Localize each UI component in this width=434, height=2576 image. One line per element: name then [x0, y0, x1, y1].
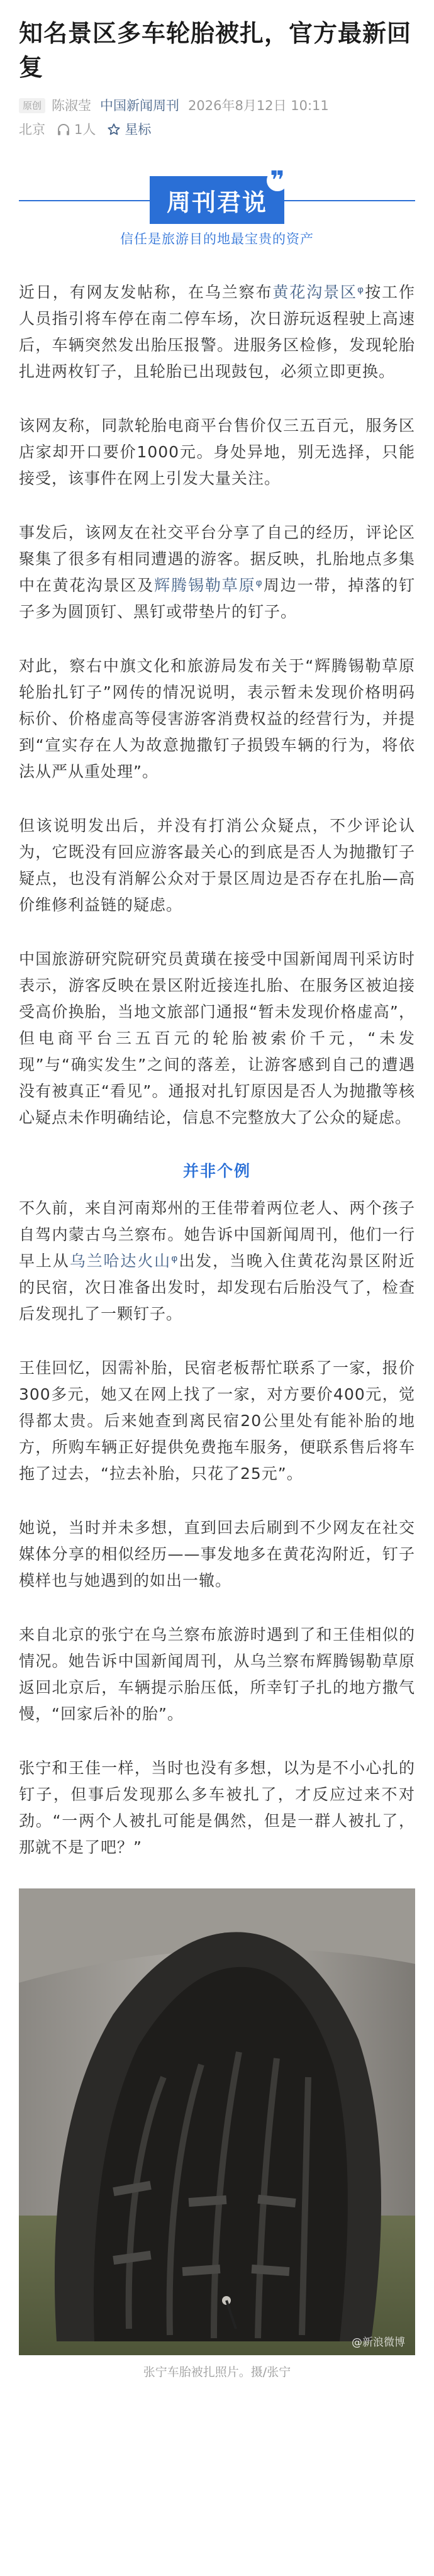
- column-banner-title: 周刊君说: [166, 188, 267, 216]
- article-header: [0, 0, 434, 140]
- tire-photo-illustration: [19, 1888, 415, 2355]
- star-button[interactable]: [107, 120, 151, 140]
- grassland-link[interactable]: 辉腾锡勒草原: [154, 576, 256, 594]
- paragraph-text: 出发，当晚入住黄花沟景区附近的民宿，次日准备出发时，却发现右后胎没气了，检查后发现扎了一颗钉子。: [19, 1252, 415, 1323]
- scenic-spot-link[interactable]: 黄花沟景区: [272, 283, 357, 301]
- paragraph-text: 周边一带，掉落的钉子多为圆顶钉、黑钉或带垫片的钉子。: [19, 576, 415, 621]
- paragraph: [19, 520, 415, 625]
- search-hint-icon: ᵠ: [357, 283, 365, 301]
- paragraph: 但该说明发出后，并没有打消公众疑点，不少评论认为，它既没有回应游客最关心的到底是否人为抛撒钉子疑点，也没有消解公众对于景区周边是否存在扎胎—高价维修利益链的疑虑。: [19, 817, 415, 914]
- source-account-link[interactable]: 中国新闻周刊: [100, 98, 180, 113]
- column-banner-subtitle: 信任是旅游目的地最宝贵的资产: [120, 231, 314, 247]
- paragraph-text: 不久前，来自河南郑州的王佳带着两位老人、两个孩子自驾内蒙古乌兰察布。她告诉中国新闻周刊，他们一行早上从: [19, 1199, 415, 1270]
- article-meta-secondary: [19, 120, 415, 140]
- listen-count-label: 1人: [74, 122, 96, 137]
- author-name[interactable]: 陈淑莹: [52, 98, 92, 113]
- publish-location: 北京: [19, 122, 45, 137]
- paragraph: 来自北京的张宁在乌兰察布旅游时遇到了和王佳相似的情况。她告诉中国新闻周刊，从乌兰察布辉腾锡勒草原返回北京后，车辆提示胎压低，所幸钉子扎的地方撒气慢，“回家后补的胎”。: [19, 1625, 415, 1723]
- column-banner-box: [150, 166, 285, 224]
- quote-mark-icon: ❞: [267, 170, 288, 191]
- tire-photo[interactable]: [19, 1888, 415, 2355]
- listen-count[interactable]: [57, 120, 96, 140]
- paragraph: 张宁和王佳一样，当时也没有多想，以为是不小心扎的钉子，但事后发现那么多车被扎了，才反应过来不对劲。“一两个人被扎可能是偶然，但是一群人被扎了，那就不是了吧？”: [19, 1759, 415, 1856]
- photo-watermark: @新浪微博: [352, 2336, 405, 2349]
- headphones-icon: [57, 123, 70, 136]
- paragraph: [19, 279, 415, 385]
- star-label: 星标: [125, 122, 152, 137]
- photo-caption: 张宁车胎被扎照片。摄/张宁: [143, 2365, 291, 2379]
- search-hint-icon: ᵠ: [171, 1252, 179, 1270]
- paragraph: 王佳回忆，因需补胎，民宿老板帮忙联系了一家，报价300多元，她又在网上找了一家，对方要价400元，觉得都太贵。后来她查到离民宿20公里处有能补胎的地方，所购车辆正好提供免费拖车服务，便联系售后将车拖了过去，“拉去补胎，只花了25元”。: [19, 1359, 415, 1483]
- paragraph-text: 按工作人员指引将车停在南二停车场，次日游玩返程驶上高速后，车辆突然发出胎压报警。进服务区检修，发现轮胎扎进两枚钉子，且轮胎已出现鼓包，必须立即更换。: [19, 283, 415, 381]
- paragraph: 中国旅游研究院研究员黄璜在接受中国新闻周刊采访时表示，游客反映在景区附近接连扎胎、在服务区被迫接受高价换胎，当地文旅部门通报“暂未发现价格虚高”，但电商平台三五百元的轮胎被索价千元，“未发现”与“确实发生”之间的落差，让游客感到自己的遭遇没有被真正“看见”。通报对扎钉原因是否人为抛撒等核心疑点未作明确结论，信息不完整放大了公众的疑虑。: [19, 950, 415, 1127]
- search-hint-icon: ᵠ: [255, 576, 263, 594]
- column-banner: [0, 166, 434, 248]
- paragraph: [19, 1195, 415, 1327]
- paragraph: 该网友称，同款轮胎电商平台售价仅三五百元，服务区店家却开口要价1000元。身处异地，别无选择，只能接受，该事件在网上引发大量关注。: [19, 416, 415, 488]
- original-badge: 原创: [19, 98, 45, 113]
- article-photo-block: [19, 1888, 415, 2392]
- article-body: [0, 248, 434, 1861]
- article-title: 知名景区多车轮胎被扎，官方最新回复: [19, 20, 412, 81]
- paragraph-text: 事发后，该网友在社交平台分享了自己的经历，评论区聚集了很多有相同遭遇的游客。据反映，扎胎地点多集中在黄花沟景区及: [19, 523, 415, 594]
- paragraph: 对此，察右中旗文化和旅游局发布关于“辉腾锡勒草原轮胎扎钉子”网传的情况说明，表示暂未发现价格明码标价、价格虚高等侵害游客消费权益的经营行为，并提到“宣实存在人为故意抛撒钉子损毁车辆的行为，将依法从严从重处理”。: [19, 657, 415, 781]
- star-icon: [107, 123, 121, 137]
- paragraph-text: 近日，有网友发帖称，在乌兰察布: [19, 283, 273, 301]
- section-heading: 并非个例: [182, 1162, 251, 1180]
- article-meta: [19, 96, 415, 116]
- volcano-link[interactable]: 乌兰哈达火山: [69, 1252, 172, 1270]
- paragraph: 她说，当时并未多想，直到回去后刷到不少网友在社交媒体分享的相似经历——事发地多在黄花沟附近，钉子模样也与她遇到的如出一辙。: [19, 1519, 415, 1590]
- publish-datetime: 2026年8月12日 10:11: [188, 98, 329, 113]
